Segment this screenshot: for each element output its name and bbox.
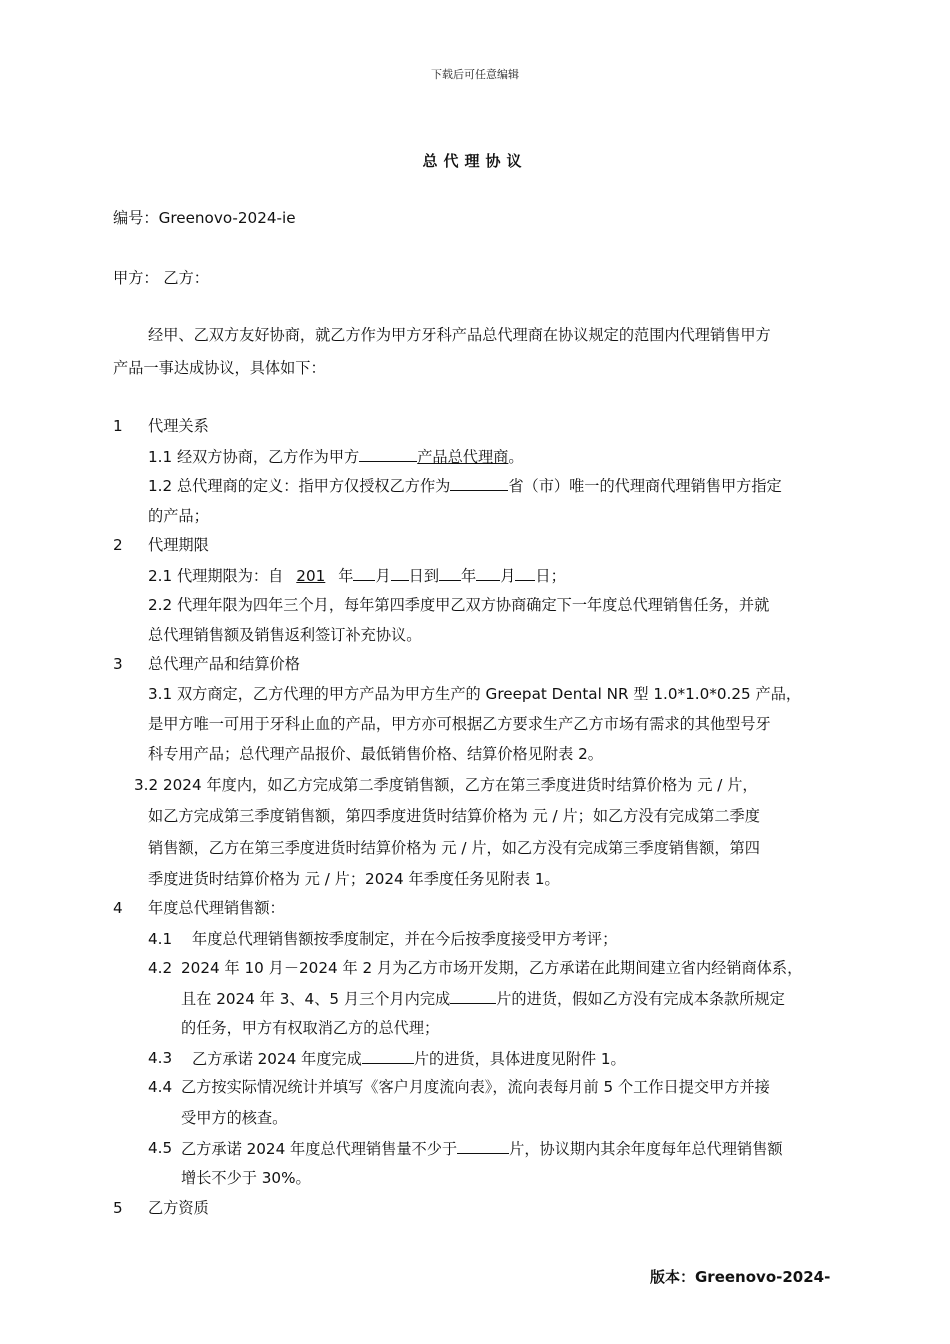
section-5-title: 乙方资质 [148, 1199, 209, 1217]
section-4-title: 年度总代理销售额： [148, 899, 285, 917]
clause-4-5-line-2: 增长不少于 30%。 [181, 1169, 311, 1187]
clause-4-3-text-a: 乙方承诺 2024 年度完成 [192, 1050, 362, 1068]
document-title: 总代理协议 [422, 152, 528, 170]
clause-2-1-end: 日； [535, 567, 566, 585]
clause-4-2-number: 4.2 [148, 959, 173, 977]
section-3-number: 3 [113, 655, 123, 673]
blank [515, 565, 535, 581]
clause-4-4-line-2: 受甲方的核查。 [181, 1109, 288, 1127]
clause-3-1-line-1: 3.1 双方商定，乙方代理的甲方产品为甲方生产的 Greepat Dental NR 型 1.0*1.0*0.25 产品， [148, 685, 802, 703]
intro-line-1: 经甲、乙双方友好协商，就乙方作为甲方牙科产品总代理商在协议规定的范围内代理销售甲方 [148, 326, 771, 344]
clause-4-3-number: 4.3 [148, 1049, 173, 1067]
section-3-title: 总代理产品和结算价格 [148, 655, 300, 673]
clause-2-1-m2: 月 [500, 567, 516, 585]
clause-4-5-line-1 [181, 1138, 783, 1159]
clause-1-2-cont: 的产品； [148, 507, 209, 525]
clause-2-1 [148, 565, 566, 586]
clause-2-2-cont: 总代理销售额及销售返利签订补充协议。 [148, 626, 422, 644]
section-2-title: 代理期限 [148, 536, 209, 554]
clause-3-2-line-4: 季度进货时结算价格为 元 / 片；2024 年季度任务见附表 1。 [148, 870, 560, 888]
clause-4-1-text: 年度总代理销售额按季度制定，并在今后按季度接受甲方考评； [192, 930, 618, 948]
page-header-note: 下载后可任意编辑 [431, 68, 519, 81]
clause-4-4-line-1: 乙方按实际情况统计并填写《客户月度流向表》，流向表每月前 5 个工作日提交甲方并接 [181, 1078, 770, 1096]
clause-4-2-line-3: 的任务，甲方有权取消乙方的总代理； [181, 1019, 440, 1037]
clause-4-4-number: 4.4 [148, 1078, 173, 1096]
clause-3-2-line-1: 3.2 2024 年度内，如乙方完成第二季度销售额，乙方在第三季度进货时结算价格为 元 / 片， [134, 776, 758, 794]
clause-1-1-blank [359, 446, 417, 462]
clause-3-2-line-3: 销售额，乙方在第三季度进货时结算价格为 元 / 片，如乙方没有完成第三季度销售额，第四 [148, 839, 760, 857]
blank [439, 565, 461, 581]
clause-4-5-blank [457, 1138, 509, 1154]
clause-3-1-line-3: 科专用产品；总代理产品报价、最低销售价格、结算价格见附表 2。 [148, 745, 603, 763]
blank [476, 565, 500, 581]
clause-4-2-text: 且在 2024 年 3、4、5 月三个月内完成 [181, 990, 451, 1008]
section-2-number: 2 [113, 536, 123, 554]
clause-2-1-y2: 年 [461, 567, 477, 585]
clause-4-2-text-2: 片的进货，假如乙方没有完成本条款所规定 [496, 990, 785, 1008]
clause-4-2-blank [450, 988, 496, 1004]
clause-1-2-blank [450, 475, 508, 491]
clause-4-3-blank [362, 1048, 414, 1064]
clause-4-2-line-2 [181, 988, 785, 1009]
section-1-number: 1 [113, 417, 123, 435]
clause-2-2: 2.2 代理年限为四年三个月，每年第四季度甲乙双方协商确定下一年度总代理销售任务，并就 [148, 596, 770, 614]
clause-1-2 [148, 475, 782, 496]
intro-line-2: 产品一事达成协议，具体如下： [113, 359, 326, 377]
clause-1-1-text: 1.1 经双方协商，乙方作为甲方 [148, 448, 360, 466]
section-1-title: 代理关系 [148, 417, 209, 435]
clause-3-1-line-2: 是甲方唯一可用于牙科止血的产品，甲方亦可根据乙方要求生产乙方市场有需求的其他型号牙 [148, 715, 771, 733]
clause-3-2-line-2: 如乙方完成第三季度销售额，第四季度进货时结算价格为 元 / 片；如乙方没有完成第二季度 [148, 807, 760, 825]
clause-1-2-text-2: 省（市）唯一的代理商代理销售甲方指定 [508, 477, 782, 495]
clause-1-2-text: 1.2 总代理商的定义：指甲方仅授权乙方作为 [148, 477, 451, 495]
clause-1-1-product: 产品总代理商 [417, 448, 509, 466]
clause-4-5-number: 4.5 [148, 1139, 173, 1157]
section-4-number: 4 [113, 899, 123, 917]
document-number: 编号：Greenovo-2024-ie [113, 209, 296, 227]
footer-version: 版本：Greenovo-2024- [650, 1268, 831, 1286]
clause-2-1-year: 201 [296, 567, 326, 585]
clause-4-1-number: 4.1 [148, 930, 173, 948]
section-5-number: 5 [113, 1199, 123, 1217]
clause-2-1-d: 日到 [408, 567, 440, 585]
parties-line: 甲方： 乙方： [113, 269, 209, 287]
clause-4-2-line-1: 2024 年 10 月－2024 年 2 月为乙方市场开发期，乙方承诺在此期间建立省内经销商体系， [181, 959, 803, 977]
clause-1-1-end: 。 [508, 448, 524, 466]
clause-4-3-text-b: 片的进货，具体进度见附件 1。 [413, 1050, 626, 1068]
clause-2-1-m: 月 [375, 567, 391, 585]
clause-4-5-text-b: 片，协议期内其余年度每年总代理销售额 [509, 1140, 783, 1158]
clause-4-5-text-a: 乙方承诺 2024 年度总代理销售量不少于 [181, 1140, 458, 1158]
clause-2-1-text: 2.1 代理期限为：自 [148, 567, 284, 585]
blank [391, 565, 409, 581]
clause-4-3-text [192, 1048, 626, 1069]
clause-2-1-y: 年 [338, 567, 354, 585]
clause-1-1 [148, 446, 524, 467]
blank [353, 565, 375, 581]
